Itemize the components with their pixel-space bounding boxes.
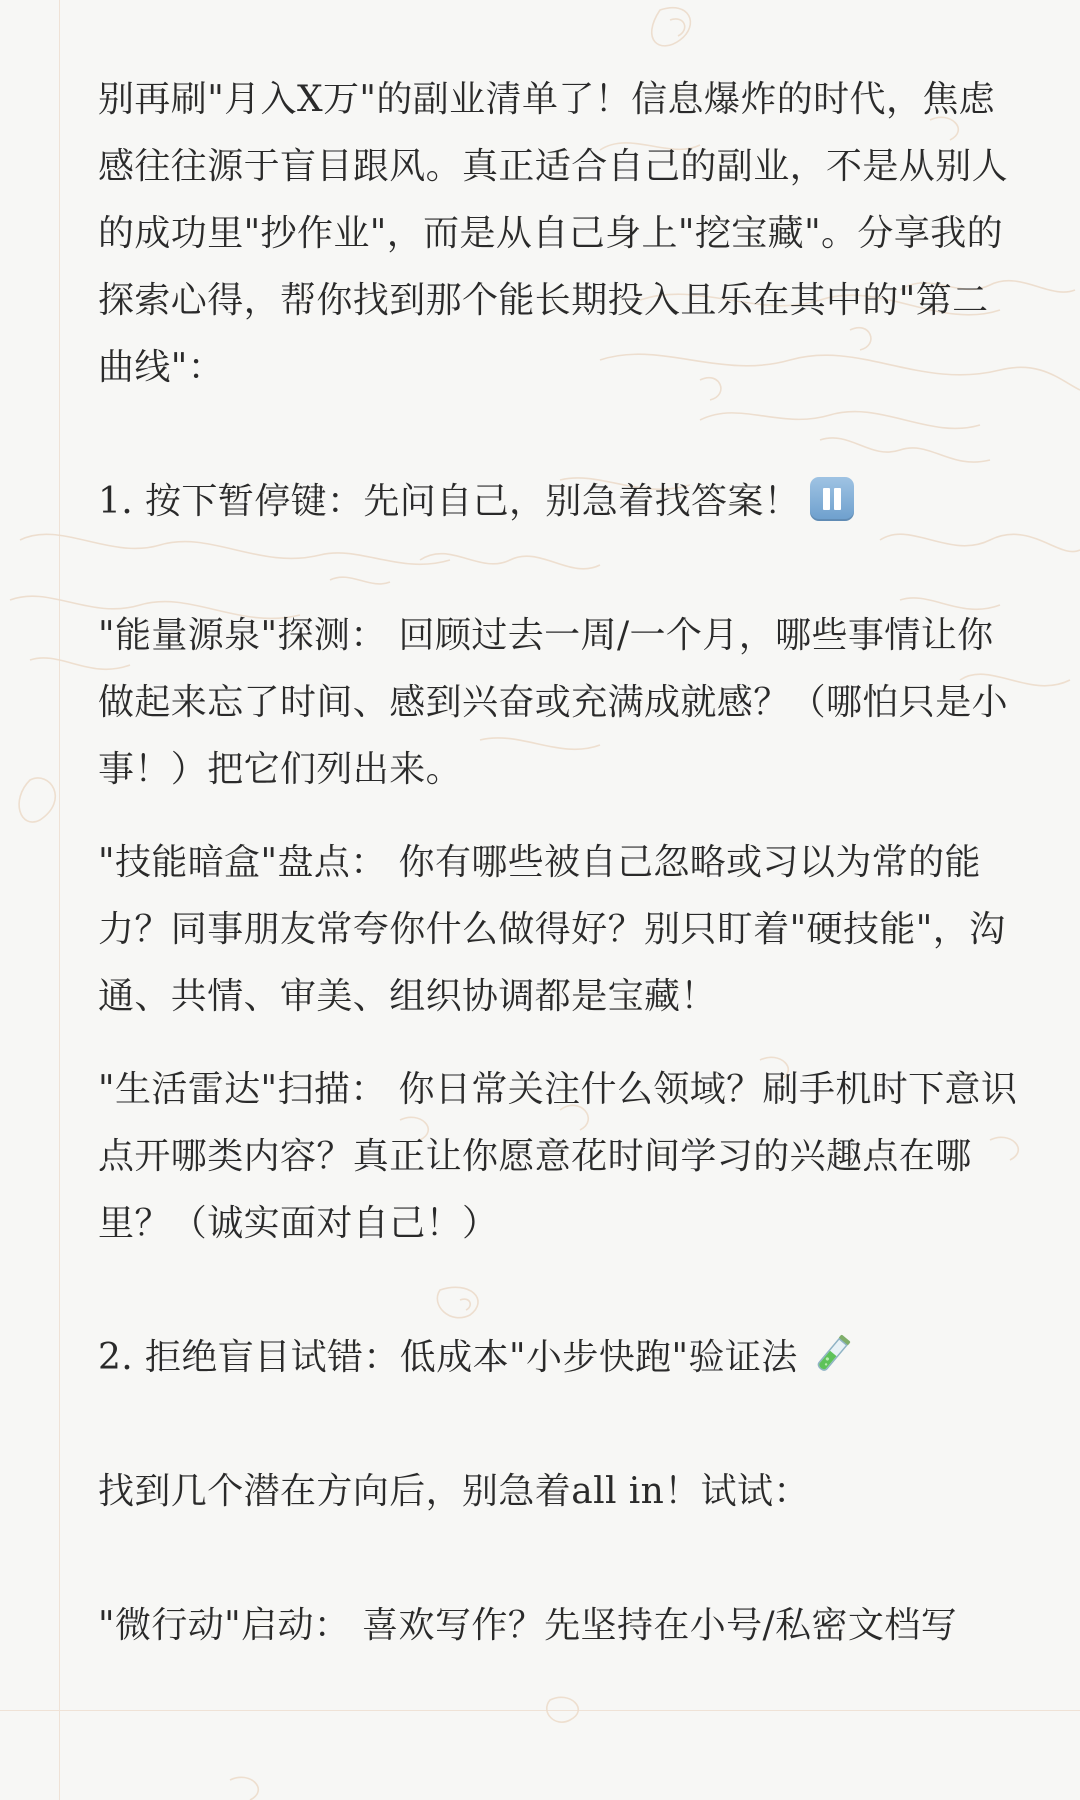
- section-2-intro: 找到几个潜在方向后，别急着all in！试试：: [98, 1471, 810, 1512]
- pause-button-icon: [810, 477, 854, 521]
- section-2-heading: [98, 1324, 1023, 1391]
- section-1-heading-text: 1. 按下暂停键：先问自己，别急着找答案！: [98, 481, 801, 522]
- skill-box-item: "技能暗盒"盘点： 你有哪些被自己忽略或习以为常的能力？同事朋友常夸你什么做得好？别只盯着"硬技能"，沟通、共情、审美、组织协调都是宝藏！: [98, 842, 1006, 1017]
- section-1-heading: [98, 468, 1023, 535]
- section-2-heading-text: 2. 拒绝盲目试错：低成本"小步快跑"验证法: [98, 1337, 798, 1378]
- life-radar-item: "生活雷达"扫描： 你日常关注什么领域？刷手机时下意识点开哪类内容？真正让你愿意花时间学习的兴趣点在哪里？（诚实面对自己！）: [98, 1069, 1018, 1244]
- micro-action-item: "微行动"启动： 喜欢写作？先坚持在小号/私密文档写: [98, 1605, 958, 1646]
- article-body: [98, 66, 1023, 1659]
- test-tube-icon: [808, 1331, 856, 1379]
- margin-rule-horizontal: [0, 1710, 1080, 1711]
- intro-paragraph: 别再刷"月入X万"的副业清单了！信息爆炸的时代，焦虑感往往源于盲目跟风。真正适合自己的副业，不是从别人的成功里"抄作业"，而是从自己身上"挖宝藏"。分享我的探索心得，帮你找到那个能长期投入且乐在其中的"第二曲线"：: [98, 79, 1009, 388]
- energy-source-item: "能量源泉"探测： 回顾过去一周/一个月，哪些事情让你做起来忘了时间、感到兴奋或充满成就感？（哪怕只是小事！）把它们列出来。: [98, 615, 1009, 790]
- margin-rule-vertical: [59, 0, 60, 1800]
